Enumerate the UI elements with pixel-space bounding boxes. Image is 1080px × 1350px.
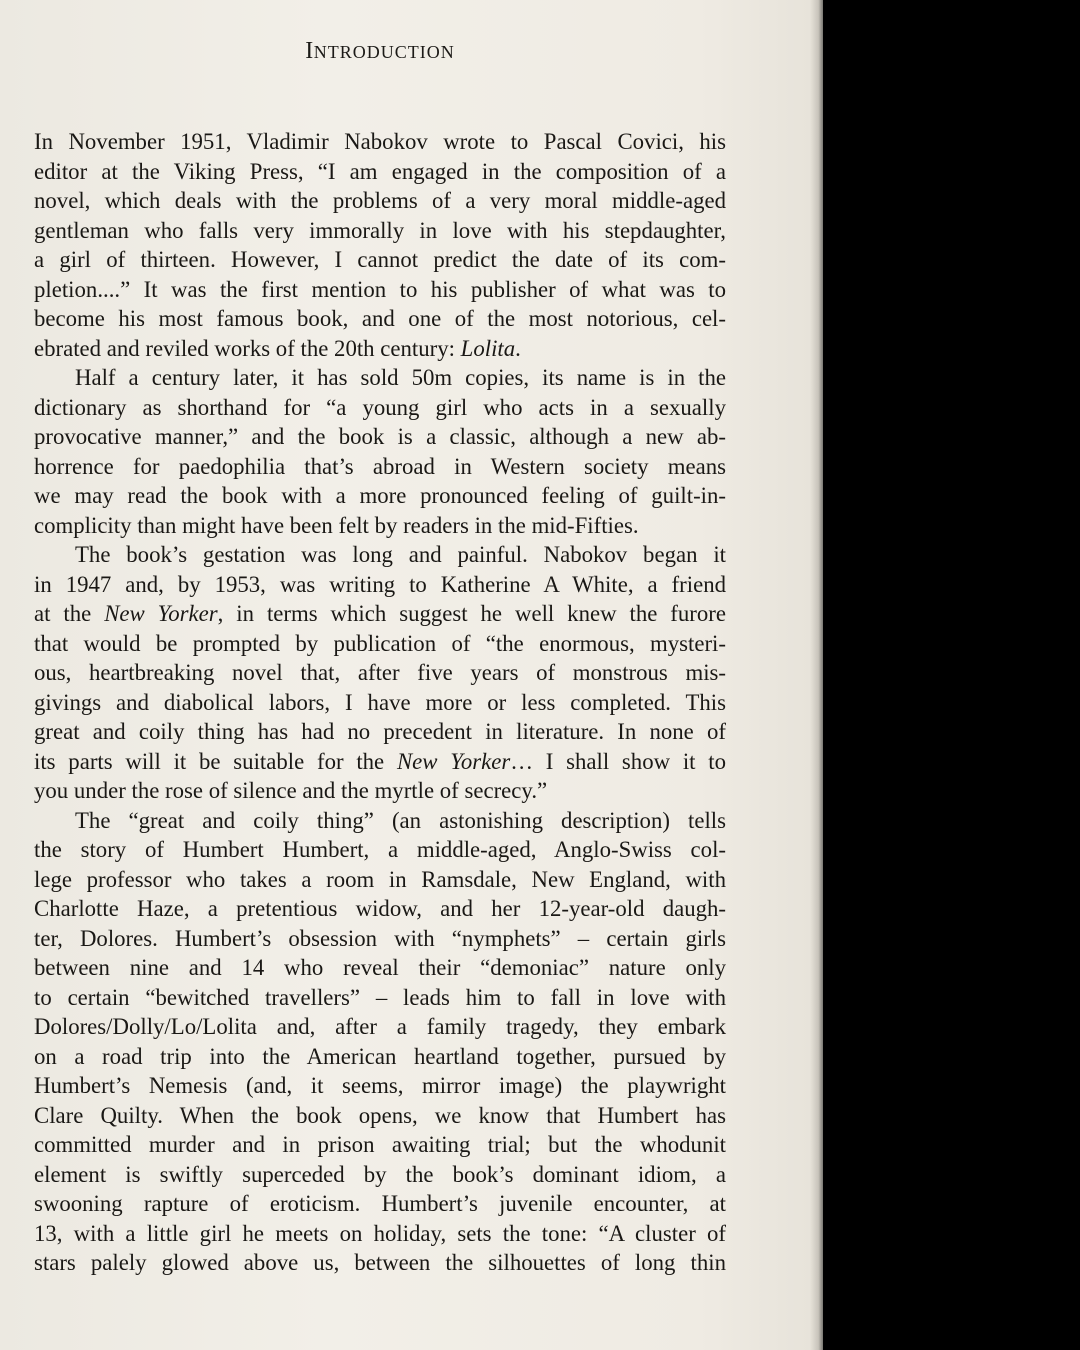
- text-line: become his most famous book, and one of the most notorious, cel-: [34, 306, 726, 331]
- text-line: committed murder and in prison awaiting trial; but the whodunit: [34, 1132, 726, 1157]
- text-run: at the: [34, 601, 105, 626]
- text-line: lege professor who takes a room in Ramsdale, New England, with: [34, 866, 726, 892]
- text-line: a girl of thirteen. However, I cannot predict the date of its com-: [34, 247, 726, 272]
- text-line: editor at the Viking Press, “I am engaged in the composition of a: [34, 158, 726, 184]
- text-line: in 1947 and, by 1953, was writing to Katherine A White, a friend: [34, 571, 726, 597]
- magazine-title-italic: New Yorker: [104, 601, 218, 626]
- magazine-title-italic: New Yorker: [396, 748, 511, 774]
- text-line: Half a century later, it has sold 50m copies, its name is in the: [75, 365, 726, 390]
- text-line: givings and diabolical labors, I have more or less completed. This: [34, 689, 726, 715]
- paragraph-3: [34, 540, 726, 806]
- header-rest: NTRODUCTION: [313, 42, 455, 62]
- text-line: ter, Dolores. Humbert’s obsession with “nymphets” – certain girls: [34, 925, 726, 951]
- text-line: [34, 334, 726, 364]
- text-line: stars palely glowed above us, between the silhouettes of long thin: [34, 1250, 726, 1275]
- text-line: we may read the book with a more pronounced feeling of guilt-in-: [34, 483, 726, 508]
- text-line: Humbert’s Nemesis (and, it seems, mirror image) the playwright: [34, 1073, 726, 1098]
- paragraph-1: [34, 127, 726, 363]
- header-initial: I: [305, 38, 314, 64]
- text-line: gentleman who falls very immorally in love with his stepdaughter,: [34, 217, 726, 243]
- text-line: In November 1951, Vladimir Nabokov wrote to Pascal Covici, his: [34, 129, 726, 154]
- text-line: complicity than might have been felt by readers in the mid-Fifties.: [34, 512, 639, 538]
- paragraph-2: [34, 363, 726, 540]
- text-line: that would be prompted by publication of “the enormous, mysteri-: [34, 630, 726, 656]
- text-line: horrence for paedophilia that’s abroad in Western society means: [34, 453, 726, 479]
- text-line: between nine and 14 who reveal their “demoniac” nature only: [34, 955, 726, 980]
- running-header: [0, 38, 760, 65]
- text-run: its parts will it be suitable for the: [34, 748, 397, 774]
- paragraph-4: [34, 806, 726, 1278]
- text-run: .: [515, 335, 521, 361]
- page-edge-shadow: [810, 0, 824, 1350]
- text-run: , in terms which suggest he well knew the furore: [217, 601, 726, 626]
- text-line: novel, which deals with the problems of a very moral middle-aged: [34, 188, 726, 213]
- text-line: you under the rose of silence and the myrtle of secrecy.”: [34, 778, 548, 803]
- text-line: dictionary as shorthand for “a young girl who acts in a sexually: [34, 394, 726, 420]
- text-line: pletion....” It was the first mention to his publisher of what was to: [34, 276, 726, 302]
- text-line: Dolores/Dolly/Lo/Lolita and, after a family tragedy, they embark: [34, 1014, 726, 1039]
- text-line: ous, heartbreaking novel that, after five years of monstrous mis-: [34, 660, 726, 685]
- text-line: 13, with a little girl he meets on holiday, sets the tone: “A cluster of: [34, 1220, 726, 1246]
- book-title-italic: Lolita: [460, 335, 516, 361]
- text-run: ebrated and reviled works of the 20th century:: [34, 335, 461, 361]
- text-line: great and coily thing has had no precedent in literature. In none of: [34, 719, 726, 744]
- text-line: [34, 747, 726, 777]
- text-line: element is swiftly superceded by the book’s dominant idiom, a: [34, 1161, 726, 1187]
- text-line: swooning rapture of eroticism. Humbert’s juvenile encounter, at: [34, 1191, 726, 1216]
- text-line: The book’s gestation was long and painful. Nabokov began it: [75, 542, 726, 567]
- text-line: to certain “bewitched travellers” – leads him to fall in love with: [34, 984, 726, 1010]
- body-text: [34, 127, 726, 1278]
- text-run: … I shall show it to: [510, 748, 726, 774]
- text-line: Charlotte Haze, a pretentious widow, and her 12-year-old daugh-: [34, 896, 726, 921]
- text-line: The “great and coily thing” (an astonishing description) tells: [75, 807, 726, 833]
- text-line: on a road trip into the American heartland together, pursued by: [34, 1043, 726, 1069]
- text-line: Clare Quilty. When the book opens, we know that Humbert has: [34, 1102, 726, 1128]
- text-line: the story of Humbert Humbert, a middle-aged, Anglo-Swiss col-: [34, 837, 726, 862]
- text-line: provocative manner,” and the book is a classic, although a new ab-: [34, 424, 726, 449]
- text-line: [34, 599, 726, 629]
